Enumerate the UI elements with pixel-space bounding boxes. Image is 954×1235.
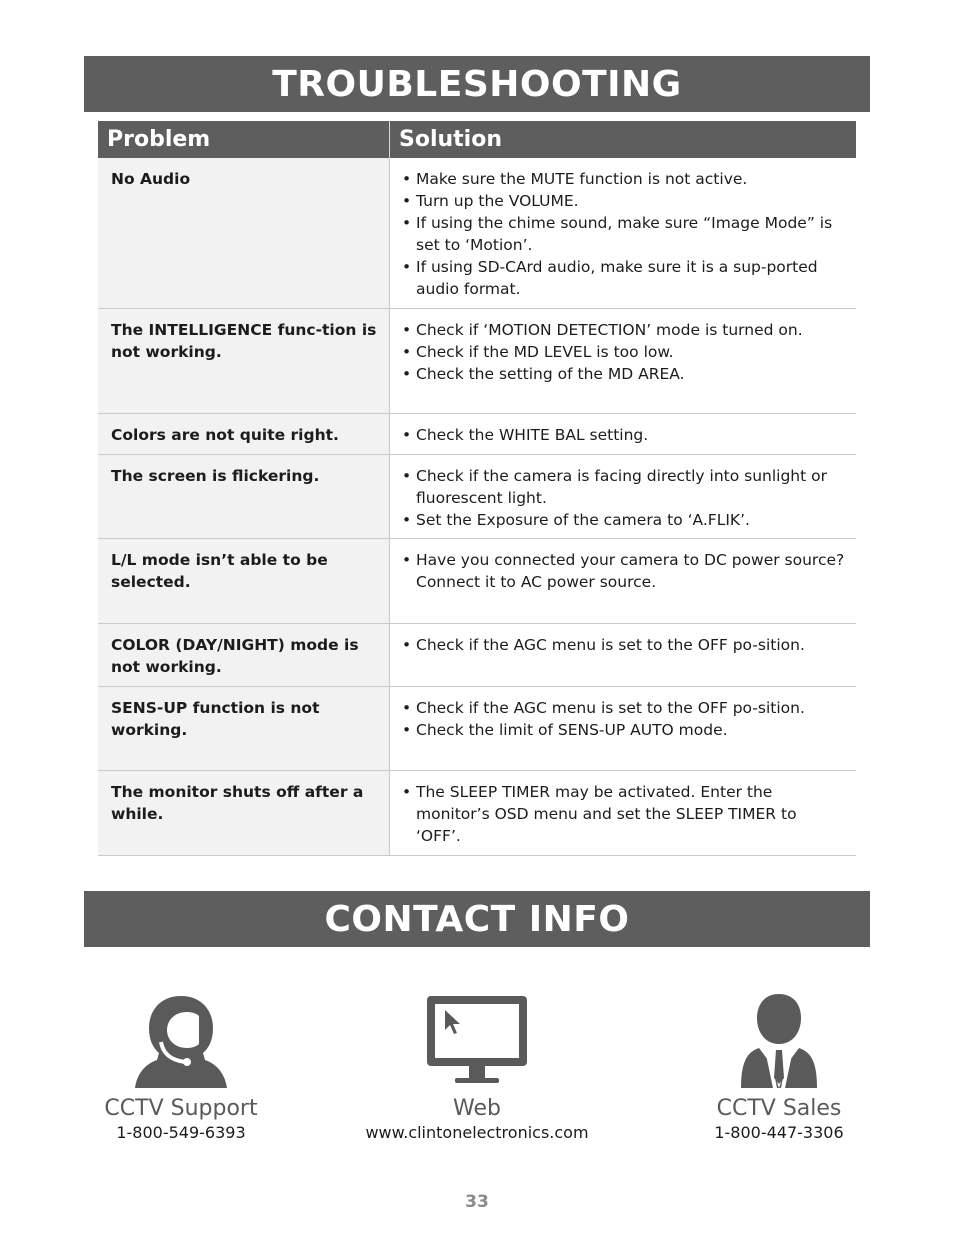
contact-info-title: CONTACT INFO (324, 898, 630, 940)
solution-cell (390, 455, 856, 538)
solution-item: • Make sure the MUTE function is not active. (402, 170, 748, 188)
solution-item: • Check if ‘MOTION DETECTION’ mode is turned on. (402, 321, 803, 339)
headset-support-icon (131, 990, 231, 1090)
table-header (98, 121, 856, 158)
problem-cell: The screen is flickering. (98, 455, 390, 538)
contact-sales (649, 990, 909, 1144)
solution-cell (390, 158, 856, 308)
troubleshooting-title: TROUBLESHOOTING (272, 63, 682, 105)
table-row (98, 624, 856, 687)
problem-cell: The INTELLIGENCE func-tion is not working. (98, 309, 390, 413)
table-row (98, 455, 856, 539)
solution-item: • If using SD-CArd audio, make sure it is a sup-ported audio format. (402, 258, 818, 298)
table-row (98, 687, 856, 771)
table-row (98, 539, 856, 624)
solution-item: • Check the setting of the MD AREA. (402, 365, 685, 383)
solution-item: • Check if the AGC menu is set to the OFF po-sition. (402, 699, 805, 717)
solution-cell (390, 309, 856, 413)
problem-cell: No Audio (98, 158, 390, 308)
contact-support (51, 990, 311, 1144)
solution-cell (390, 539, 856, 623)
contact-title: CCTV Sales (716, 1096, 842, 1121)
solution-item: • Check if the MD LEVEL is too low. (402, 343, 674, 361)
table-row (98, 771, 856, 856)
contact-phone: 1-800-447-3306 (714, 1123, 844, 1142)
contact-info-banner (84, 891, 870, 947)
solution-item: • Have you connected your camera to DC power source? Connect it to AC power source. (402, 551, 845, 591)
troubleshooting-banner (84, 56, 870, 112)
contact-web (347, 990, 607, 1144)
table-row (98, 414, 856, 455)
solution-item: • Check the WHITE BAL setting. (402, 426, 649, 444)
solution-cell (390, 624, 856, 686)
contact-website[interactable]: www.clintonelectronics.com (365, 1123, 589, 1142)
problem-cell: The monitor shuts off after a while. (98, 771, 390, 855)
problem-cell: SENS-UP function is not working. (98, 687, 390, 770)
table-row (98, 158, 856, 309)
problem-cell: Colors are not quite right. (98, 414, 390, 454)
contact-phone: 1-800-549-6393 (116, 1123, 246, 1142)
solution-item: • Check the limit of SENS-UP AUTO mode. (402, 721, 728, 739)
solution-cell (390, 414, 856, 454)
problem-cell: COLOR (DAY/NIGHT) mode is not working. (98, 624, 390, 686)
solution-item: • Check if the camera is facing directly into sunlight or fluorescent light. (402, 467, 827, 507)
troubleshooting-table (98, 121, 856, 856)
contact-title: Web (453, 1096, 501, 1121)
solution-item: • If using the chime sound, make sure “Image Mode” is set to ‘Motion’. (402, 214, 833, 254)
solution-item: • Check if the AGC menu is set to the OFF po-sition. (402, 636, 805, 654)
problem-cell: L/L mode isn’t able to be selected. (98, 539, 390, 623)
contact-title: CCTV Support (104, 1096, 258, 1121)
solution-cell (390, 771, 856, 855)
page-number: 33 (465, 1192, 489, 1212)
solution-item: • Turn up the VOLUME. (402, 192, 579, 210)
monitor-cursor-icon (425, 990, 529, 1090)
table-row (98, 309, 856, 414)
solution-cell (390, 687, 856, 770)
solution-item: • The SLEEP TIMER may be activated. Enter the monitor’s OSD menu and set the SLEEP TIMER to ‘OFF’. (402, 783, 797, 845)
solution-item: • Set the Exposure of the camera to ‘A.FLIK’. (402, 511, 750, 529)
businessman-icon (729, 990, 829, 1090)
header-problem: Problem (98, 121, 390, 158)
header-solution: Solution (399, 127, 502, 152)
